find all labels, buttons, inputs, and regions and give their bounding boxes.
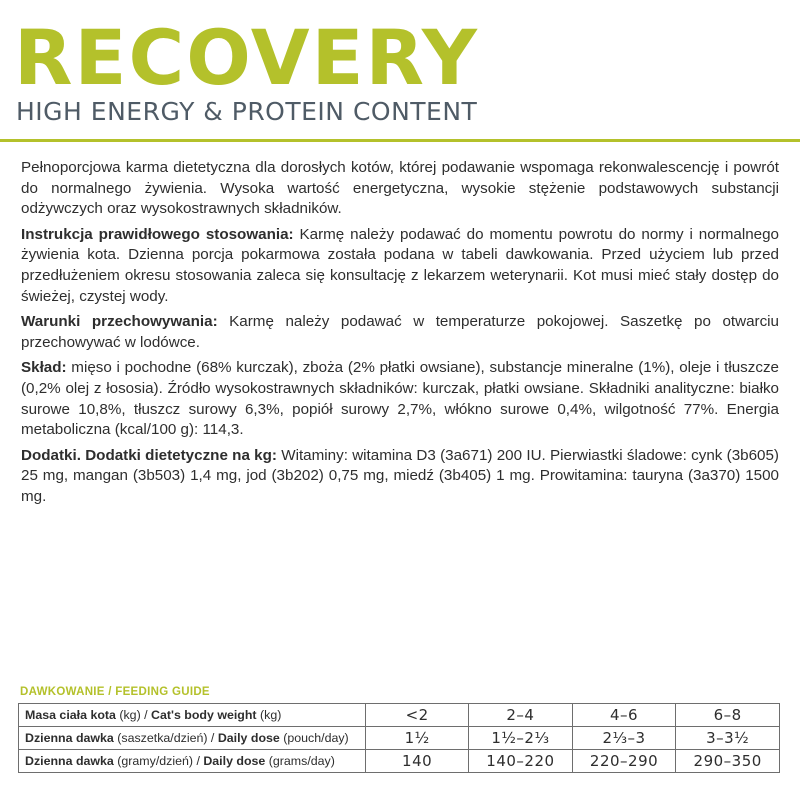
table-cell: 140–220: [469, 750, 573, 773]
row-unit-en: (kg): [256, 708, 282, 722]
table-cell: 3–3½: [676, 727, 780, 750]
row-label-en: Cat's body weight: [151, 708, 257, 722]
table-cell: 2–4: [469, 704, 573, 727]
row-unit-pl: (saszetka/dzień) /: [113, 731, 218, 745]
instructions-paragraph: [21, 225, 779, 307]
product-description-block: [21, 158, 779, 513]
composition-text: mięso i pochodne (68% kurczak), zboża (2% płatki owsiane), substancje mineralne (1%), oleje i tłuszcze (0,2% olej z łososia). Źródło wysokostrawnych składników: kurczak, płatki owsiane. Składniki analityczne: białko surowe 10,8%, tłuszcz surowy 6,3%, popiół surowy 2,7%, włókno surowe 0,4%, wilgotność 77%. Energia metaboliczna (kcal/100 g): 114,3.: [21, 359, 779, 439]
storage-paragraph: [21, 312, 779, 353]
row-label-en: Daily dose: [217, 731, 280, 745]
row-unit-en: (grams/day): [265, 754, 335, 768]
table-cell: 6–8: [676, 704, 780, 727]
feeding-guide-label: DAWKOWANIE / FEEDING GUIDE: [20, 686, 210, 698]
table-cell: 290–350: [676, 750, 780, 773]
storage-label: Warunki przechowywania:: [21, 313, 218, 331]
table-row: [19, 704, 780, 727]
composition-paragraph: [21, 358, 779, 440]
row-header: [19, 704, 366, 727]
row-label-pl: Masa ciała kota: [25, 708, 116, 722]
additives-text: Witaminy: witamina D3 (3a671) 200 IU. Pierwiastki śladowe: cynk (3b605) 25 mg, mangan (3b503) 1,4 mg, jod (3b202) 0,75 mg, miedź (3b405) 1 mg. Prowitamina: tauryna (3a370) 1500 mg.: [21, 446, 779, 505]
instructions-label: Instrukcja prawidłowego stosowania:: [21, 225, 294, 243]
row-unit-pl: (gramy/dzień) /: [113, 754, 204, 768]
table-row: [19, 727, 780, 750]
table-cell: 220–290: [572, 750, 676, 773]
row-unit-en: (pouch/day): [279, 731, 349, 745]
table-cell: 1½–2⅓: [469, 727, 573, 750]
table-cell: 2⅓–3: [572, 727, 676, 750]
storage-text: Karmę należy podawać w temperaturze pokojowej. Saszetkę po otwarciu przechowywać w lodówce.: [21, 313, 779, 351]
table-cell: 1½: [366, 727, 469, 750]
row-label-pl: Dzienna dawka: [25, 754, 114, 768]
additives-paragraph: [21, 446, 779, 508]
table-cell: 4–6: [572, 704, 676, 727]
row-label-pl: Dzienna dawka: [25, 731, 114, 745]
table-row: [19, 750, 780, 773]
header-divider: [0, 139, 800, 142]
table-cell: 140: [366, 750, 469, 773]
table-cell: <2: [366, 704, 469, 727]
instructions-text: Karmę należy podawać do momentu powrotu do normy i normalnego żywienia kota. Dzienna porcja pokarmowa została podana w tabeli dawkowania. Przed użyciem lub przed przedłużeniem okresu stosowania zaleca się konsultację z lekarzem weterynarii. Kot musi mieć stały dostęp do świeżej, czystej wody.: [21, 225, 779, 305]
product-title: RECOVERY: [14, 13, 479, 102]
row-header: [19, 727, 366, 750]
row-label-en: Daily dose: [203, 754, 266, 768]
description-paragraph: Pełnoporcjowa karma dietetyczna dla dorosłych kotów, której podawanie wspomaga rekonwalescencję i powrót do normalnego żywienia. Wysoka wartość energetyczna, wysokie stężenie podstawowych substancji odżywczych oraz wysokostrawnych składników.: [21, 159, 779, 218]
additives-label: Dodatki. Dodatki dietetyczne na kg:: [21, 446, 277, 464]
feeding-guide-table: [18, 703, 780, 773]
row-unit-pl: (kg) /: [115, 708, 152, 722]
product-subtitle: HIGH ENERGY & PROTEIN CONTENT: [16, 97, 478, 126]
row-header: [19, 750, 366, 773]
composition-label: Skład:: [21, 359, 67, 377]
